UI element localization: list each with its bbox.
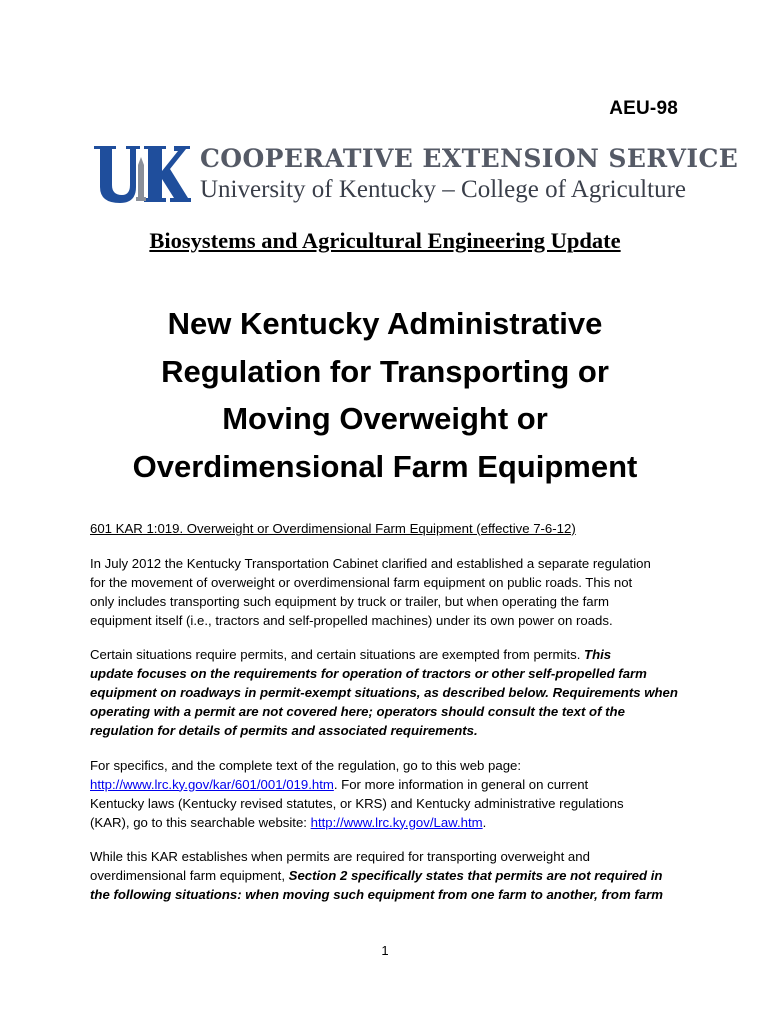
emphasized-line: operating with a permit are not covered here; operators should consult the text of the: [90, 704, 625, 719]
emphasized-text: This: [584, 647, 612, 662]
logo-line-cooperative-extension: COOPERATIVE EXTENSION SERVICE: [200, 144, 739, 173]
main-title-line: Regulation for Transporting or: [161, 353, 609, 389]
paragraph-line: [90, 813, 690, 832]
emphasized-line: the following situations: when moving such equipment from one farm to another, from farm: [90, 887, 663, 902]
main-title-line: New Kentucky Administrative: [167, 306, 603, 341]
uk-cooperative-extension-logo: [92, 143, 739, 205]
plain-text: .: [482, 814, 487, 830]
document-body: [90, 519, 690, 920]
emphasized-line: equipment on roadways in permit-exempt situations, as described below. Requirements when: [90, 685, 678, 700]
paragraph-section-2: [90, 847, 690, 904]
plain-text: Certain situations require permits, and certain situations are exempted from permits.: [90, 647, 585, 662]
paragraph-line: For specifics, and the complete text of the regulation, go to this web page:: [90, 757, 522, 773]
paragraph-line: equipment itself (i.e., tractors and self-propelled machines) under its own power on roads.: [90, 612, 613, 628]
paragraph-line: [90, 645, 690, 664]
main-title: [60, 300, 710, 490]
paragraph-line: In July 2012 the Kentucky Transportation Cabinet clarified and established a separate regulation: [90, 555, 651, 571]
emphasized-line: update focuses on the requirements for operation of tractors or other self-propelled farm: [90, 666, 647, 681]
main-title-line: Moving Overweight or: [222, 401, 548, 436]
plain-text: (KAR), go to this searchable website:: [90, 814, 311, 830]
plain-text: . For more information in general on current: [333, 776, 589, 792]
page-number: 1: [381, 943, 389, 958]
paragraph-line: While this KAR establishes when permits are required for transporting overweight and: [90, 849, 590, 864]
update-series-title: Biosystems and Agricultural Engineering Update: [149, 228, 621, 253]
regulation-text-link[interactable]: http://www.lrc.ky.gov/kar/601/001/019.htm: [90, 776, 334, 792]
regulation-reference-text: 601 KAR 1:019. Overweight or Overdimensional Farm Equipment (effective 7-6-12): [90, 521, 576, 536]
paragraph-permits: [90, 645, 690, 740]
paragraph-line: [90, 866, 690, 885]
main-title-line: Overdimensional Farm Equipment: [132, 448, 638, 484]
paragraph-line: Kentucky laws (Kentucky revised statutes, or KRS) and Kentucky administrative regulations: [90, 795, 624, 811]
law-search-link[interactable]: http://www.lrc.ky.gov/Law.htm: [310, 814, 483, 830]
emphasized-line: regulation for details of permits and associated requirements.: [90, 723, 478, 738]
plain-text: overdimensional farm equipment,: [90, 868, 289, 883]
paragraph-specifics: [90, 756, 690, 832]
paragraph-line: for the movement of overweight or overdimensional farm equipment on public roads. This not: [90, 574, 633, 590]
paragraph-intro: [90, 554, 690, 630]
regulation-reference: [90, 519, 690, 538]
logo-line-university: University of Kentucky – College of Agriculture: [200, 176, 686, 203]
paragraph-line: only includes transporting such equipment by truck or trailer, but when operating the farm: [90, 593, 609, 609]
uk-logo-mark: [92, 143, 192, 205]
emphasized-text: Section 2 specifically states that permits are not required in: [288, 868, 663, 883]
document-code: AEU-98: [609, 98, 678, 119]
paragraph-line: [90, 775, 690, 794]
